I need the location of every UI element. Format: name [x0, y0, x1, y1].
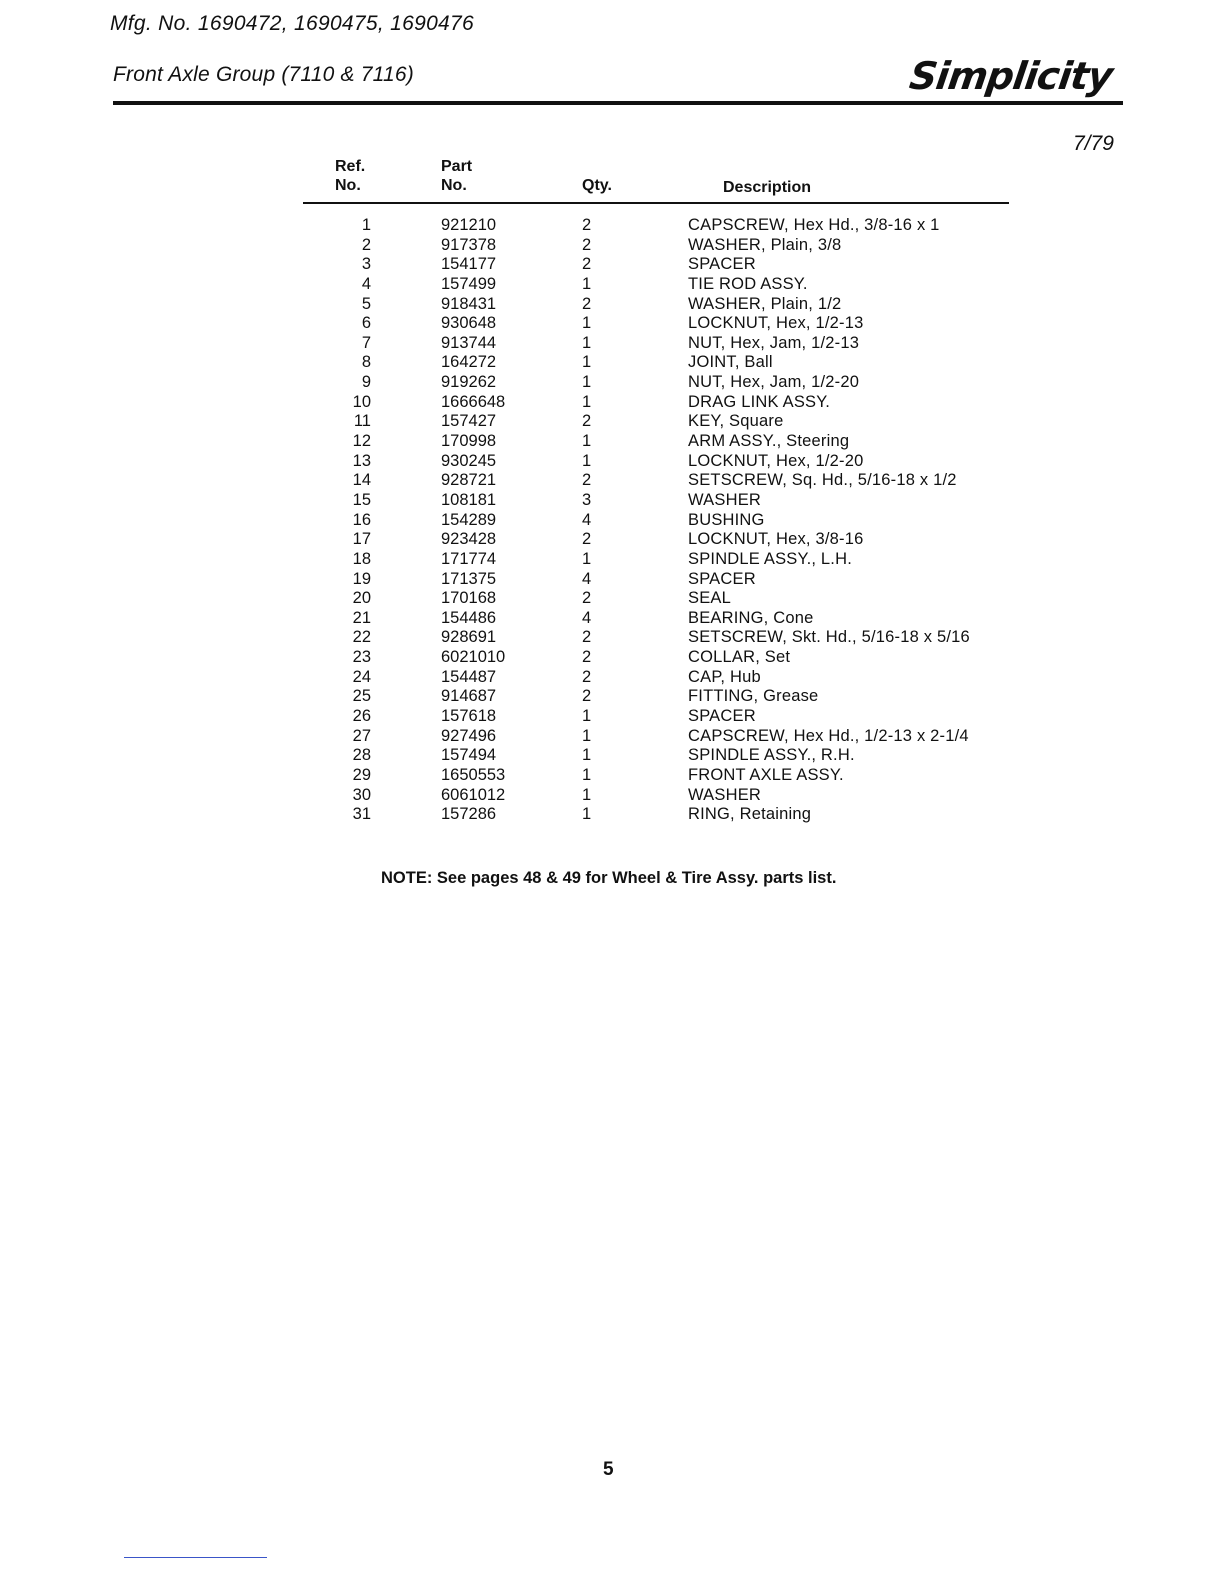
table-row	[0, 275, 1224, 295]
page-number: 5	[603, 1459, 614, 1480]
description-cell: JOINT, Ball	[688, 353, 773, 372]
qty-cell: 2	[582, 648, 592, 667]
ref-cell: 27	[352, 726, 371, 745]
col-head-part	[441, 157, 472, 195]
ref-cell: 28	[352, 746, 371, 765]
description-cell: SPACER	[688, 255, 756, 274]
qty-cell: 4	[582, 569, 592, 588]
table-row	[0, 236, 1224, 256]
footer-line	[124, 1557, 267, 1558]
table-row	[0, 432, 1224, 452]
ref-cell: 23	[352, 648, 371, 667]
qty-cell: 2	[582, 628, 592, 647]
part-no-cell: 170168	[441, 589, 497, 608]
ref-cell: 30	[352, 785, 371, 804]
part-no-cell: 157499	[441, 274, 497, 293]
qty-cell: 2	[582, 216, 592, 234]
part-no-cell: 154289	[441, 510, 497, 529]
qty-cell: 2	[582, 412, 592, 431]
description-cell: FRONT AXLE ASSY.	[688, 765, 844, 784]
part-no-cell: 928721	[441, 471, 497, 490]
description-cell: BUSHING	[688, 510, 765, 529]
part-no-cell: 6061012	[441, 785, 506, 804]
mfg-number: Mfg. No. 1690472, 1690475, 1690476	[110, 12, 474, 35]
qty-cell: 1	[582, 392, 592, 411]
qty-cell: 4	[582, 608, 592, 627]
ref-cell: 6	[361, 314, 371, 333]
description-cell: RING, Retaining	[688, 805, 812, 824]
col-head-ref	[335, 157, 365, 195]
description-cell: CAPSCREW, Hex Hd., 3/8-16 x 1	[688, 216, 940, 234]
qty-cell: 1	[582, 549, 592, 568]
ref-cell: 19	[352, 569, 371, 588]
table-rows	[0, 216, 1224, 825]
part-no-cell: 157494	[441, 746, 497, 765]
description-cell: WASHER, Plain, 3/8	[688, 235, 842, 254]
description-cell: SPACER	[688, 707, 756, 726]
qty-cell: 2	[582, 255, 592, 274]
qty-cell: 2	[582, 589, 592, 608]
part-no-cell: 919262	[441, 373, 497, 392]
table-header-rule	[303, 202, 1009, 204]
ref-cell: 4	[361, 274, 371, 293]
description-cell: SPINDLE ASSY., L.H.	[688, 549, 852, 568]
table-row	[0, 648, 1224, 668]
table-row	[0, 373, 1224, 393]
part-no-cell: 157618	[441, 707, 497, 726]
ref-cell: 29	[352, 765, 371, 784]
qty-cell: 1	[582, 451, 592, 470]
description-cell: LOCKNUT, Hex, 1/2-13	[688, 314, 864, 333]
part-no-cell: 108181	[441, 490, 497, 509]
group-title: Front Axle Group (7110 & 7116)	[113, 63, 414, 86]
qty-cell: 1	[582, 373, 592, 392]
revision-date: 7/79	[1073, 132, 1114, 155]
qty-cell: 1	[582, 274, 592, 293]
part-no-cell: 927496	[441, 726, 497, 745]
qty-cell: 3	[582, 490, 592, 509]
qty-cell: 1	[582, 432, 592, 451]
part-no-cell: 170998	[441, 432, 497, 451]
part-no-cell: 917378	[441, 235, 497, 254]
part-no-cell: 1666648	[441, 392, 506, 411]
ref-cell: 12	[352, 432, 371, 451]
ref-cell: 9	[361, 373, 371, 392]
ref-cell: 26	[352, 707, 371, 726]
header-rule	[113, 101, 1123, 105]
part-no-cell: 154177	[441, 255, 497, 274]
ref-cell: 22	[352, 628, 371, 647]
table-row	[0, 295, 1224, 315]
description-cell: LOCKNUT, Hex, 3/8-16	[688, 530, 864, 549]
part-no-cell: 154486	[441, 608, 497, 627]
table-row	[0, 314, 1224, 334]
part-no-cell: 930245	[441, 451, 497, 470]
table-row	[0, 530, 1224, 550]
table-row	[0, 353, 1224, 373]
table-row	[0, 609, 1224, 629]
ref-cell: 31	[352, 805, 371, 824]
description-cell: SPINDLE ASSY., R.H.	[688, 746, 855, 765]
description-cell: CAP, Hub	[688, 667, 761, 686]
part-no-cell: 157427	[441, 412, 497, 431]
description-cell: WASHER, Plain, 1/2	[688, 294, 842, 313]
ref-cell: 17	[352, 530, 371, 549]
ref-cell: 14	[352, 471, 371, 490]
part-no-cell: 164272	[441, 353, 497, 372]
note: NOTE: See pages 48 & 49 for Wheel & Tire Assy. parts list.	[381, 869, 837, 887]
table-row	[0, 805, 1224, 825]
table-row	[0, 216, 1224, 236]
table-row	[0, 668, 1224, 688]
part-no-cell: 171375	[441, 569, 497, 588]
ref-cell: 2	[361, 235, 371, 254]
ref-cell: 24	[352, 667, 371, 686]
description-cell: LOCKNUT, Hex, 1/2-20	[688, 451, 864, 470]
description-cell: WASHER	[688, 785, 762, 804]
table-row	[0, 687, 1224, 707]
description-cell: COLLAR, Set	[688, 648, 791, 667]
description-cell: NUT, Hex, Jam, 1/2-20	[688, 373, 860, 392]
table-row	[0, 727, 1224, 747]
qty-cell: 1	[582, 746, 592, 765]
qty-cell: 4	[582, 510, 592, 529]
ref-cell: 5	[361, 294, 371, 313]
qty-cell: 2	[582, 530, 592, 549]
ref-cell: 13	[352, 451, 371, 470]
qty-cell: 1	[582, 314, 592, 333]
col-head-part-line2: No.	[441, 177, 467, 194]
description-cell: NUT, Hex, Jam, 1/2-13	[688, 333, 860, 352]
description-cell: SETSCREW, Sq. Hd., 5/16-18 x 1/2	[688, 471, 957, 490]
ref-cell: 21	[352, 608, 371, 627]
part-no-cell: 923428	[441, 530, 497, 549]
ref-cell: 18	[352, 549, 371, 568]
part-no-cell: 171774	[441, 549, 497, 568]
part-no-cell: 154487	[441, 667, 497, 686]
table-row	[0, 707, 1224, 727]
description-cell: SPACER	[688, 569, 756, 588]
ref-cell: 25	[352, 687, 371, 706]
qty-cell: 2	[582, 294, 592, 313]
qty-cell: 2	[582, 471, 592, 490]
table-row	[0, 334, 1224, 354]
col-head-ref-line1: Ref.	[335, 158, 366, 175]
part-no-cell: 928691	[441, 628, 497, 647]
table-row	[0, 412, 1224, 432]
description-cell: KEY, Square	[688, 412, 784, 431]
part-no-cell: 1650553	[441, 765, 506, 784]
qty-cell: 2	[582, 667, 592, 686]
table-row	[0, 550, 1224, 570]
ref-cell: 8	[361, 353, 371, 372]
ref-cell: 15	[352, 490, 371, 509]
col-head-ref-line2: No.	[335, 177, 361, 194]
table-row	[0, 766, 1224, 786]
description-cell: SETSCREW, Skt. Hd., 5/16-18 x 5/16	[688, 628, 970, 647]
table-row	[0, 746, 1224, 766]
table-row	[0, 452, 1224, 472]
part-no-cell: 913744	[441, 333, 497, 352]
ref-cell: 20	[352, 589, 371, 608]
description-cell: WASHER	[688, 490, 762, 509]
part-no-cell: 914687	[441, 687, 497, 706]
table-row	[0, 491, 1224, 511]
part-no-cell: 930648	[441, 314, 497, 333]
table-row	[0, 511, 1224, 531]
brand-logo: Simplicity	[906, 54, 1115, 98]
description-cell: CAPSCREW, Hex Hd., 1/2-13 x 2-1/4	[688, 726, 969, 745]
table-row	[0, 255, 1224, 275]
description-cell: ARM ASSY., Steering	[688, 432, 850, 451]
description-cell: SEAL	[688, 589, 731, 608]
qty-cell: 2	[582, 687, 592, 706]
ref-cell: 10	[352, 392, 371, 411]
description-cell: TIE ROD ASSY.	[688, 274, 808, 293]
table-row	[0, 786, 1224, 806]
col-head-qty: Qty.	[582, 177, 612, 194]
ref-cell: 7	[361, 333, 371, 352]
part-no-cell: 918431	[441, 294, 497, 313]
table-row	[0, 471, 1224, 491]
part-no-cell: 157286	[441, 805, 497, 824]
ref-cell: 3	[361, 255, 371, 274]
ref-cell: 1	[361, 216, 371, 234]
qty-cell: 1	[582, 333, 592, 352]
qty-cell: 1	[582, 805, 592, 824]
col-head-part-line1: Part	[441, 158, 473, 175]
table-row	[0, 589, 1224, 609]
qty-cell: 1	[582, 707, 592, 726]
description-cell: FITTING, Grease	[688, 687, 819, 706]
part-no-cell: 6021010	[441, 648, 506, 667]
table-row	[0, 628, 1224, 648]
ref-cell: 11	[353, 412, 371, 431]
qty-cell: 2	[582, 235, 592, 254]
col-head-description: Description	[723, 179, 812, 196]
description-cell: BEARING, Cone	[688, 608, 814, 627]
qty-cell: 1	[582, 353, 592, 372]
qty-cell: 1	[582, 765, 592, 784]
qty-cell: 1	[582, 726, 592, 745]
description-cell: DRAG LINK ASSY.	[688, 392, 831, 411]
qty-cell: 1	[582, 785, 592, 804]
table-row	[0, 393, 1224, 413]
part-no-cell: 921210	[441, 216, 497, 234]
ref-cell: 16	[352, 510, 371, 529]
table-row	[0, 570, 1224, 590]
